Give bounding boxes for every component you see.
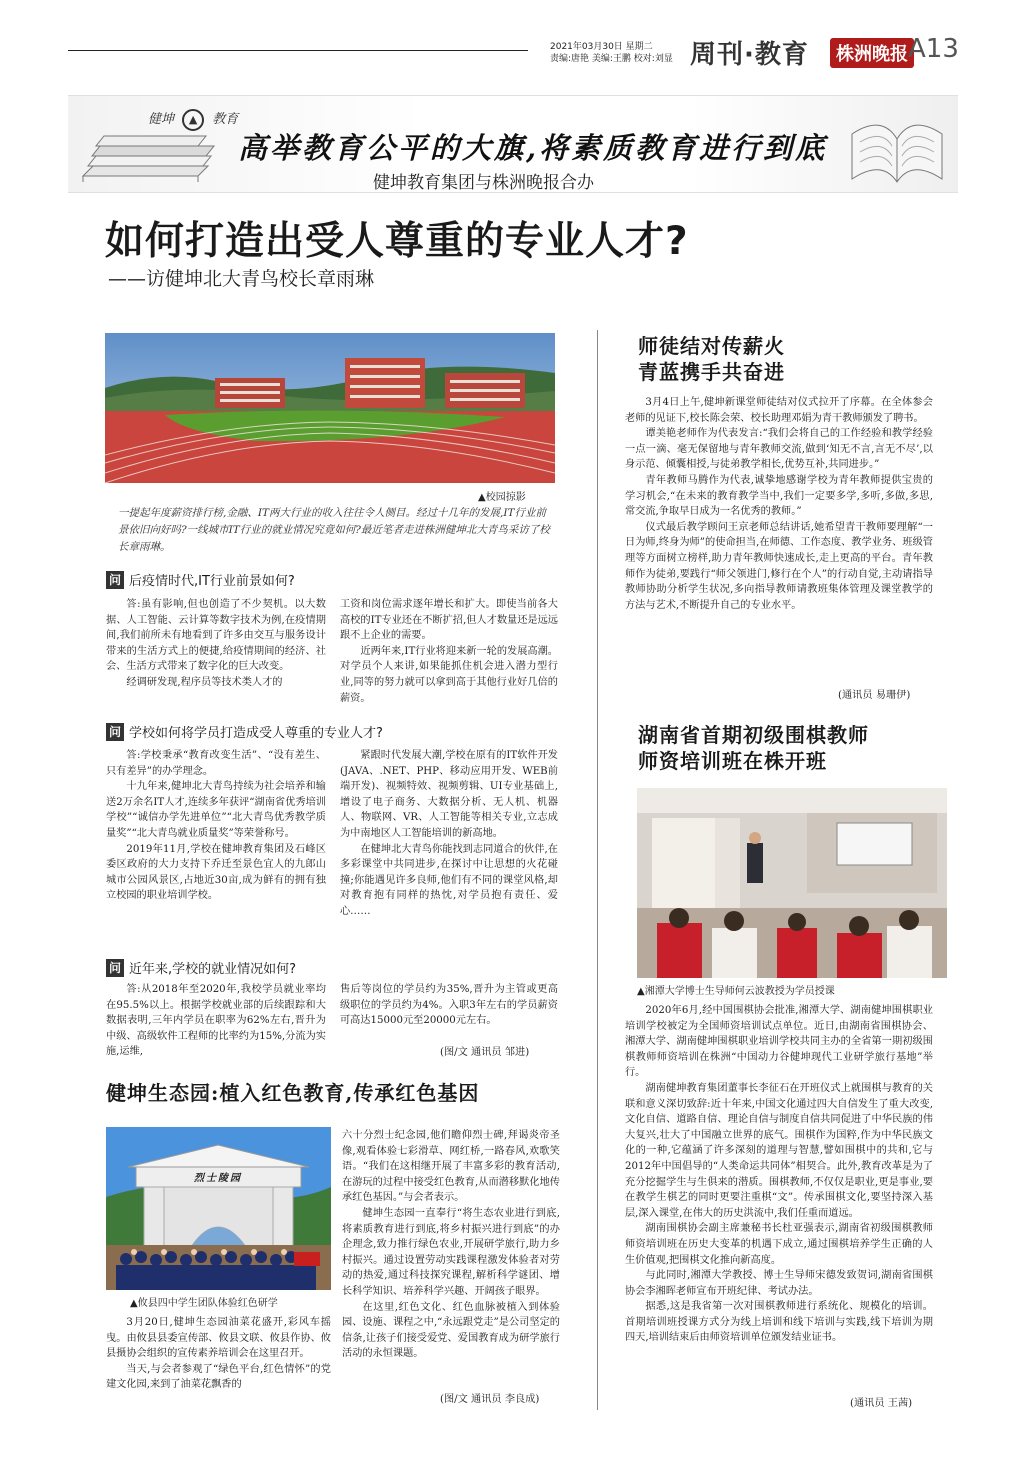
classroom-photo: [637, 788, 947, 978]
header-meta: [550, 41, 680, 65]
classroom-illustration: [637, 788, 947, 978]
column-banner: [68, 95, 958, 193]
question-3: [106, 958, 296, 977]
paragraph: 答:学校秉承“教育改变生活”、“没有差生、只有差异”的办学理念。: [106, 750, 326, 777]
question-1-text: 后疫情时代,IT行业前景如何?: [129, 574, 295, 589]
article-intro: 一提起年度薪资排行榜,金融、IT两大行业的收入往往令人侧目。经过十几年的发展,IT行业前景依旧向好吗?一线城市IT行业的就业情况究竟如何?最近笔者走进株洲健坤北大青鸟采访了校长章雨琳。: [118, 507, 550, 553]
paragraph: 据悉,这是我省第一次对围棋教师进行系统化、规模化的培训。首期培训班授课方式分为线上培训和线下培训与实践,线下培训为期四天,培训结束后由师资培训单位颁发结业证书。: [625, 1301, 933, 1344]
question-badge: 问: [106, 571, 124, 589]
q2-answer-left: [106, 748, 326, 904]
paragraph: 在这里,红色文化、红色血脉被植入到体验园、设施、课程之中,“永远跟党走”是公司坚定的信条,让孩子们接受爱党、爱国教育成为研学旅行活动的永恒课题。: [342, 1301, 560, 1360]
q3-answer-right: [340, 982, 558, 1029]
paragraph: 六十分烈士纪念园,他们瞻仰烈士碑,拜谒炎帝圣像,观看体验七彩滑草、网红桥,一路春风,欢歌笑语。“我们在这相继开展了丰富多彩的教育活动,在游玩的过程中接受红色教育,从而潜移默化地传承红色基因。”与会者表示。: [342, 1130, 560, 1204]
paragraph: 当天,与会者参观了“绿色平台,红色情怀”的党建文化园,来到了油菜花飘香的: [106, 1363, 331, 1391]
classroom-photo-caption: ▲湘潭大学博士生导师何云波教授为学员授课: [637, 986, 835, 997]
paragraph: 工资和岗位需求逐年增长和扩大。即使当前各大高校的IT专业还在不断扩招,但人才数量还是远远跟不上企业的需要。: [340, 599, 558, 642]
column-divider: [597, 330, 598, 1410]
article1-byline: (图/文 通讯员 邹进): [440, 1047, 530, 1058]
paragraph: 在健坤北大青鸟你能找到志同道合的伙伴,在多彩课堂中共同进步,在探讨中让思想的火花碰撞;你能遇见许多良师,他们有不同的课堂风格,却对教育抱有同样的热忱,对学员抱有责任、爱心……: [340, 843, 558, 917]
campus-illustration: [105, 333, 555, 483]
paragraph: 紧跟时代发展大潮,学校在原有的IT软件开发(JAVA、.NET、PHP、移动应用开发、WEB前端开发)、视频特效、视频剪辑、UI专业基础上,增设了电子商务、大数据分析、无人机、机器人、物联网、VR、人工智能等相关专业,立志成为中南地区人工智能培训的新高地。: [340, 750, 558, 839]
article-title: 如何打造出受人尊重的专业人才?: [105, 219, 689, 264]
gate-illustration: [106, 1127, 331, 1290]
go-training-title-line1: 湖南省首期初级围棋教师: [638, 723, 869, 747]
mentorship-body: [625, 395, 933, 613]
question-badge: 问: [106, 959, 124, 977]
gate-inscription: 烈士陵园: [194, 1173, 242, 1184]
gate-photo-caption: ▲攸县四中学生团队体验红色研学: [130, 1298, 278, 1309]
article4-byline: (通讯员 王茜): [850, 1398, 913, 1409]
paragraph: 3月20日,健坤生态园油菜花盛开,彩风车摇曳。由攸县县委宣传部、攸县文联、攸县作协、攸县摄协会组织的宣传素养培训会在这里召开。: [106, 1317, 331, 1360]
paragraph: 谭美艳老师作为代表发言:“我们会将自己的工作经验和教学经验一点一滴、毫无保留地与青年教师交流,做到‘知无不言,言无不尽’,以身示范、倾囊相授,与徒弟教学相长,优势互补,共同进步。”: [625, 428, 933, 471]
q3-answer-left: [106, 982, 326, 1060]
header-editors: 责编:唐艳 美编:王鹏 校对:刘显: [550, 54, 673, 64]
question-2-text: 学校如何将学员打造成受人尊重的专业人才?: [129, 726, 383, 741]
mentorship-title: [638, 333, 785, 385]
paper-logo: 株洲晚报: [830, 38, 914, 68]
paragraph: 经调研发现,程序员等技术类人才的: [126, 676, 283, 688]
question-3-text: 近年来,学校的就业情况如何?: [129, 962, 297, 977]
paragraph: 仪式最后教学顾问王京老师总结讲话,她希望青干教师要理解“一日为师,终身为师”的使命担当,在师德、工作态度、教学业务、班级管理等方面树立榜样,助力青年教师快速成长,走上更高的平台。青年教师作为徒弟,要践行“师父领进门,修行在个人”的行动自觉,主动请指导教师协助分析学生状况,多向指导教师请教班集体管理及课堂教学的方法与艺术,不断提升自己的专业水平。: [625, 521, 933, 611]
header-rule: [68, 50, 528, 51]
q1-answer-right: [340, 597, 558, 706]
paragraph: 3月4日上午,健坤新课堂师徒结对仪式拉开了序幕。在全体参会老师的见证下,校长陈会荣、校长助理邓娟为青干教师颁发了聘书。: [625, 397, 933, 424]
article2-byline: (图/文 通讯员 李良成): [440, 1394, 540, 1405]
go-training-body: [625, 1003, 933, 1346]
eco-park-title: 健坤生态园:植入红色教育,传承红色基因: [106, 1081, 480, 1105]
paragraph: 2019年11月,学校在健坤教育集团及石峰区委区政府的大力支持下乔迁至景色宜人的九郎山城市公园风景区,占地近30亩,成为鲜有的拥有独立校园的职业培训学校。: [106, 843, 326, 902]
paragraph: 2020年6月,经中国围棋协会批准,湘潭大学、湖南健坤围棋职业培训学校被定为全国师资培训试点单位。近日,由湖南省围棋协会、湘潭大学、湖南健坤围棋职业培训学校共同主办的全省第一期初级围棋教师师资培训在株洲“中国动力谷健坤现代工业研学旅行基地”举行。: [625, 1005, 933, 1079]
eco-park-left: [106, 1315, 331, 1393]
brand-suffix: 教育: [212, 112, 239, 127]
paragraph: 十九年来,健坤北大青鸟持续为社会培养和输送2万余名IT人才,连续多年获评“湖南省优秀培训学校”“诚信办学先进单位”“北大青鸟优秀教学质量奖”“北大青鸟就业质量奖”等荣誉称号。: [106, 781, 326, 839]
question-badge: 问: [106, 723, 124, 741]
campus-photo-caption: ▲校园掠影: [478, 492, 526, 503]
q1-answer-left: [106, 597, 326, 691]
martyrs-gate-photo: [106, 1127, 331, 1290]
banner-subtitle: 健坤教育集团与株洲晚报合办: [373, 173, 594, 193]
eco-park-right: [342, 1128, 560, 1362]
mentorship-title-line1: 师徒结对传薪火: [638, 334, 785, 358]
mentorship-title-line2: 青蓝携手共奋进: [638, 360, 785, 384]
paragraph: 与此同时,湘潭大学教授、博士生导师宋德发致贺词,湖南省围棋协会李湘晖老师宣布开班纪律、考试办法。: [625, 1270, 933, 1297]
paragraph: 售后等岗位的学员约为35%,晋升为主管或更高级职位的学员约为4%。入职3年左右的学员薪资可高达15000元至20000元左右。: [340, 984, 558, 1027]
open-book-illustration: [842, 104, 952, 189]
page-number: A13: [908, 34, 959, 64]
header-date: 2021年03月30日 星期二: [550, 42, 653, 52]
go-training-title: [638, 722, 869, 774]
article3-byline: (通讯员 易珊伊): [838, 690, 911, 701]
paragraph: 健坤生态园一直奉行“将生态农业进行到底,将素质教育进行到底,将乡村振兴进行到底”的办企理念,致力推行绿色农业,开展研学旅行,助力乡村振兴。通过设置劳动实践课程激发体验者对劳动的热爱,通过科技探究课程,解析科学谜团、增长科学知识、培养科学兴趣、开阔孩子眼界。: [342, 1207, 560, 1297]
question-1: [106, 570, 295, 589]
paragraph: 青年教师马腾作为代表,诚挚地感谢学校为青年教师提供宝贵的学习机会,“在未来的教育教学当中,我们一定要多学,多听,多做,多思,常交流,争取早日成为一名优秀的教师。”: [625, 474, 933, 518]
go-training-title-line2: 师资培训班在株开班: [638, 749, 827, 773]
banner-brand: [148, 108, 238, 131]
paragraph: 湖南健坤教育集团董事长李征石在开班仪式上就围棋与教育的关联和意义深切致辞:近十年来,中国文化通过四大自信发生了重大改变,文化自信、道路自信、理论自信与制度自信共同促进了中华民族的伟大复兴,壮大了中国融立世界的底气。围棋作为国粹,作为中华民族文化的一种,它蕴涵了许多深刻的道理与智慧,譬如围棋中的共和,它与2012年中国倡导的“人类命运共同体”相契合。此外,教育改革是为了充分挖掘学生与生俱来的潜质。围棋教师,不仅仅是职业,更是事业,要在教学生棋艺的同时更要注重棋“文”。传承围棋文化,要坚持深入基层,深入课堂,在伟大的历史洪流中,我们任重而道远。: [625, 1082, 933, 1219]
paragraph: 答:从2018年至2020年,我校学员就业率均在95.5%以上。根据学校就业部的后续跟踪和大数据表明,三年内学员在职率为62%左右,晋升为中级、高级软件工程师的比率约为15%,分流为实施,运维,: [106, 984, 326, 1058]
brand-seal-icon: ▲: [182, 109, 204, 131]
paragraph: 答:虽有影响,但也创造了不少契机。以大数据、人工智能、云计算等数字技术为例,在疫情期间,我们前所未有地看到了许多由交互与服务设计带来的生活方式上的便捷,给疫情期间的经济、社会、生活方式带来了数字化的巨大改变。: [106, 599, 326, 673]
article-subtitle: ——访健坤北大青鸟校长章雨琳: [108, 268, 375, 290]
campus-photo: [105, 333, 555, 483]
brand-name: 健坤: [148, 112, 175, 127]
paragraph: 近两年来,IT行业将迎来新一轮的发展高潮。对学员个人来讲,如果能抓住机会进入潜力型行业,同等的努力就可以拿到高于其他行业好几倍的薪资。: [340, 645, 558, 704]
question-2: [106, 722, 383, 741]
section-name: 周刊·教育: [690, 40, 809, 70]
q2-answer-right: [340, 748, 558, 920]
paragraph: 湖南围棋协会副主席兼秘书长杜亚强表示,湖南省初级围棋教师师资培训班在历史大变革的机遇下成立,通过围棋培养学生正确的人生价值观,把围棋文化推向新高度。: [625, 1223, 933, 1266]
banner-slogan: 高举教育公平的大旗,将素质教育进行到底: [238, 131, 828, 165]
